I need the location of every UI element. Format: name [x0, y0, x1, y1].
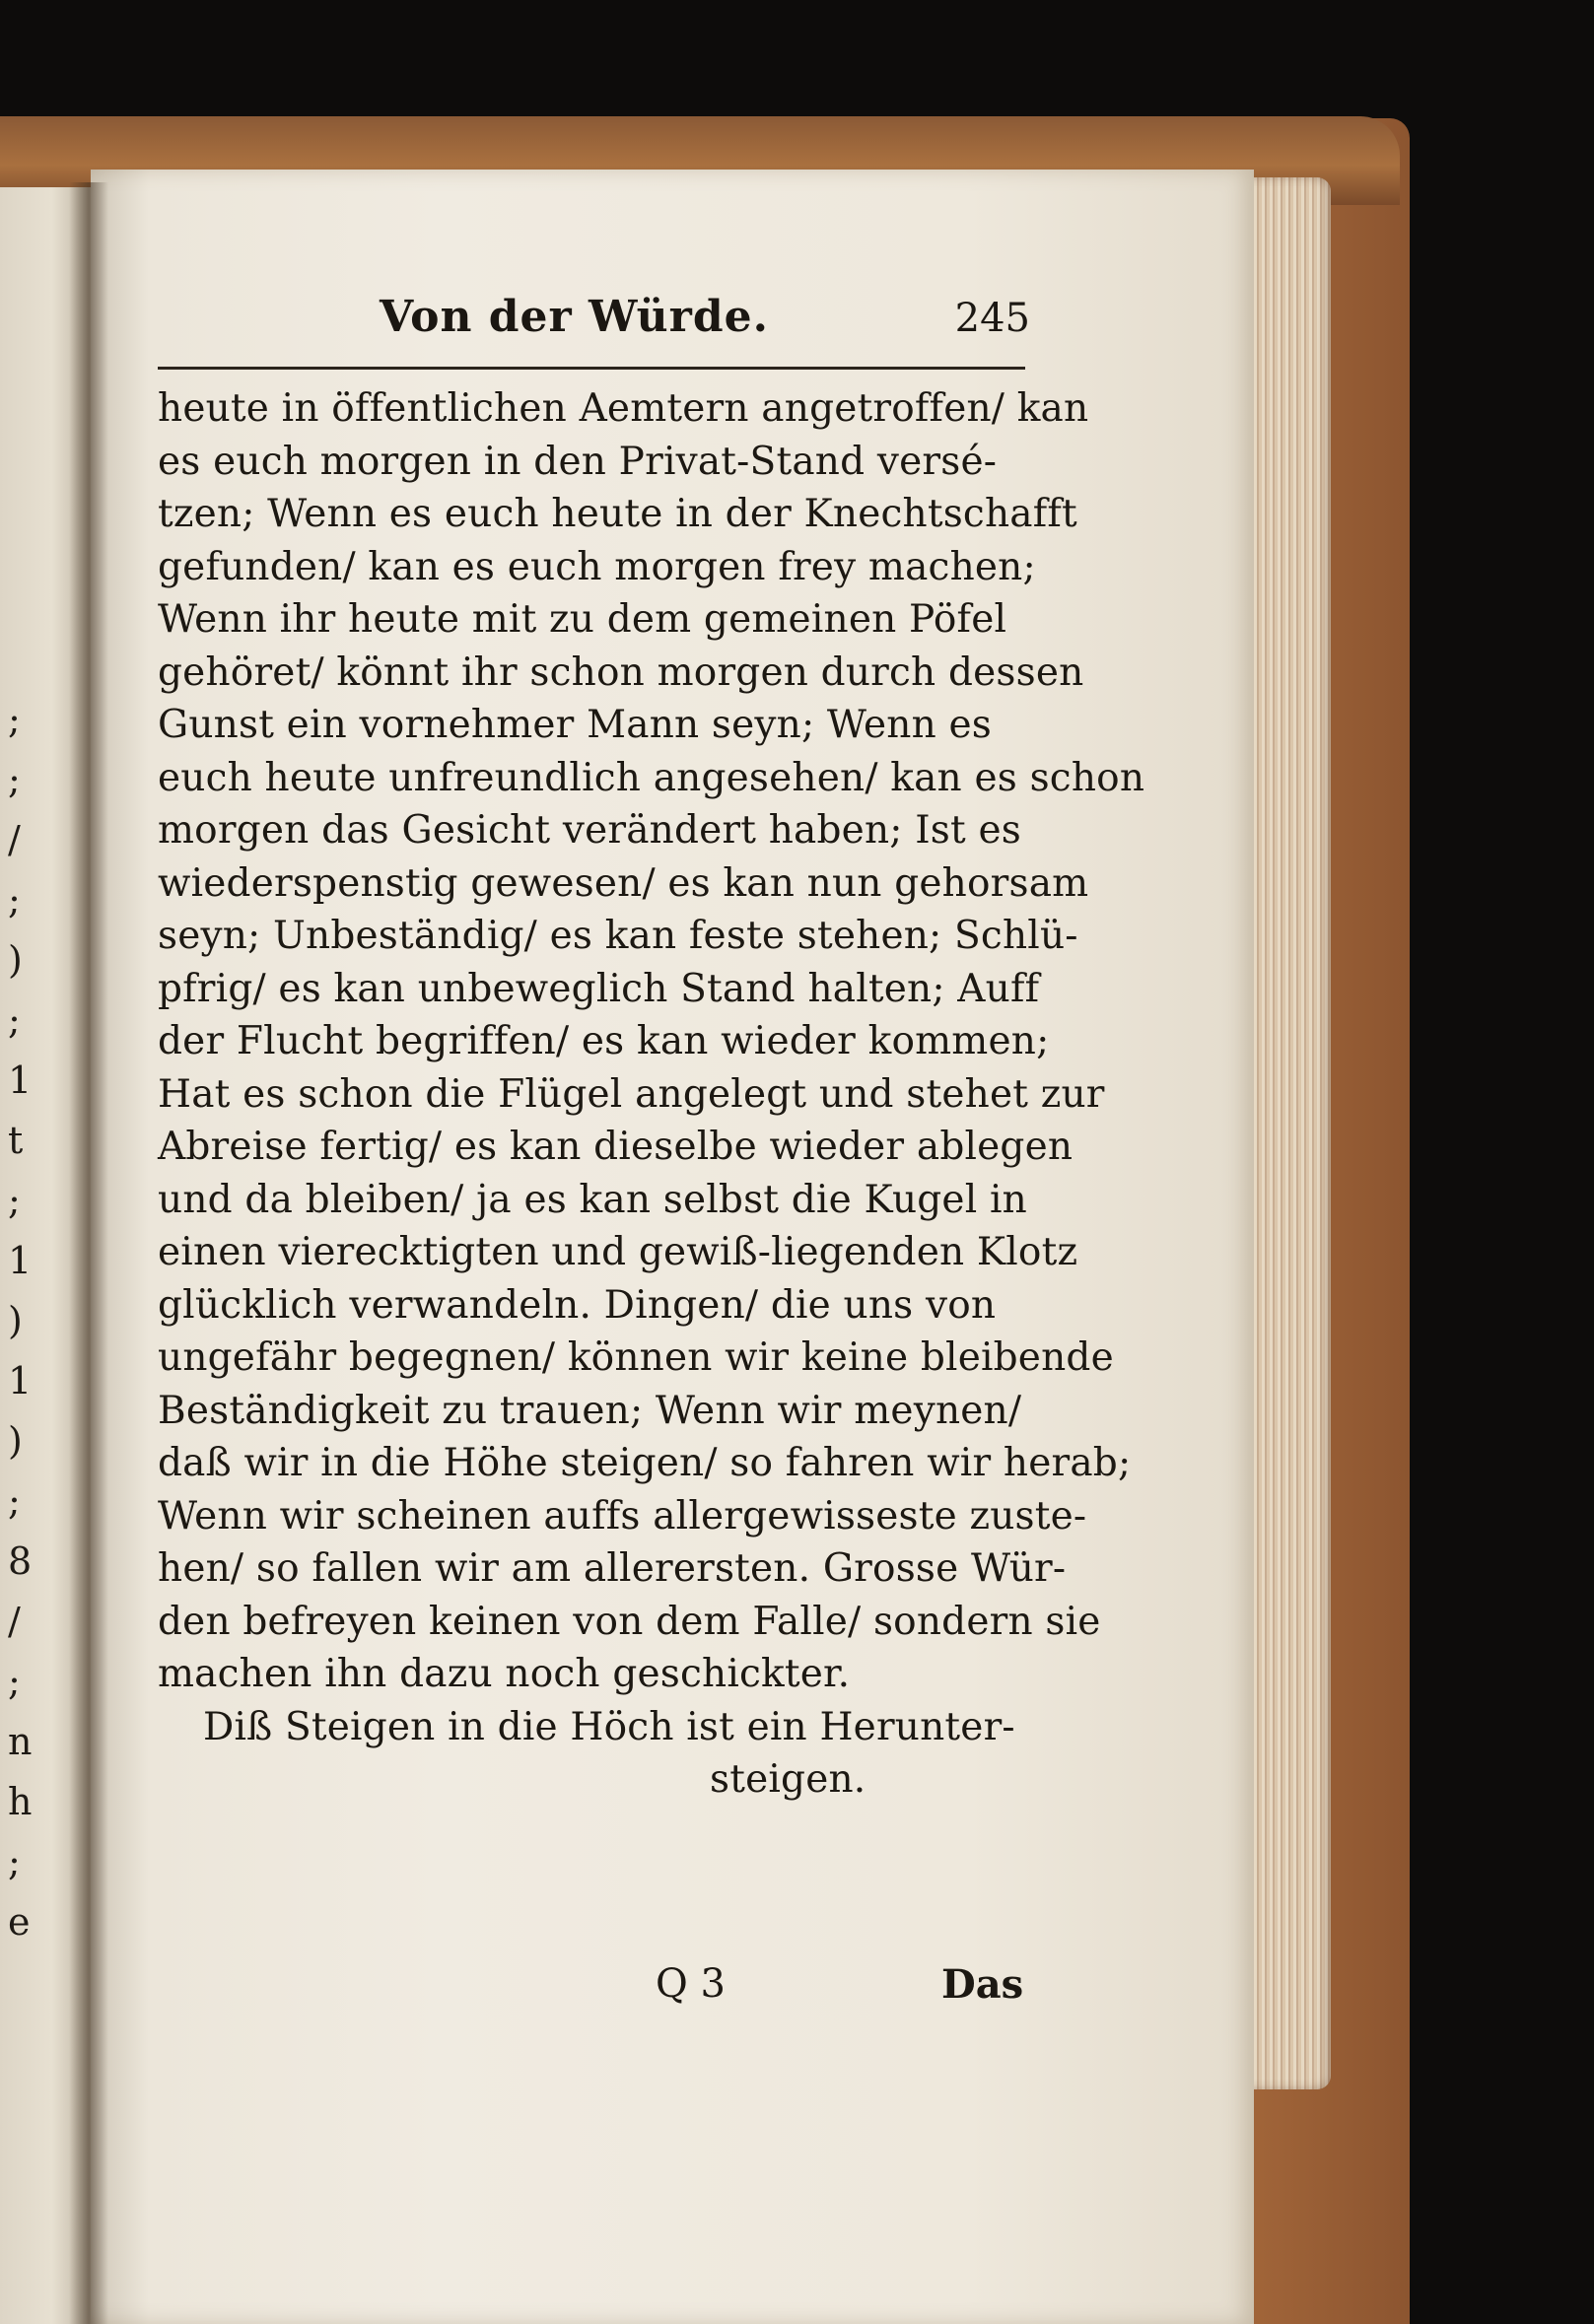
text-line: es euch morgen in den Privat-Stand versé- — [158, 439, 998, 484]
text-line: den befreyen keinen von dem Falle/ sondern sie — [158, 1599, 1101, 1644]
text-line: ungefähr begegnen/ können wir keine bleibende — [158, 1335, 1114, 1380]
page-number: 245 — [954, 296, 1030, 341]
running-head — [380, 292, 1089, 361]
catchword: Das — [941, 1961, 1024, 2008]
book-gutter — [69, 182, 108, 2324]
text-line: und da bleiben/ ja es kan selbst die Kugel in — [158, 1177, 1027, 1222]
text-line: Wenn ihr heute mit zu dem gemeinen Pöfel — [158, 597, 1007, 642]
text-line: Hat es schon die Flügel angelegt und stehet zur — [158, 1071, 1105, 1117]
text-line: hen/ so fallen wir am allerersten. Grosse Wür- — [158, 1546, 1067, 1591]
text-line: Abreise fertig/ es kan dieselbe wieder ablegen — [158, 1125, 1074, 1169]
text-line: gefunden/ kan es euch morgen frey machen; — [158, 544, 1036, 589]
text-line: daß wir in die Höhe steigen/ so fahren wir herab; — [158, 1441, 1132, 1485]
text-line: wiederspenstig gewesen/ es kan nun gehorsam — [158, 860, 1089, 906]
text-line: der Flucht begriffen/ es kan wieder kommen; — [158, 1019, 1050, 1063]
running-head-title: Von der Würde. — [380, 292, 769, 342]
text-line: morgen das Gesicht verändert haben; Ist es — [158, 808, 1021, 853]
text-line: gehöret/ könnt ihr schon morgen durch dessen — [158, 649, 1084, 695]
text-line: seyn; Unbeständig/ es kan feste stehen; Schlü- — [158, 914, 1078, 958]
signature-mark: Q 3 — [656, 1961, 726, 2007]
text-line: glücklich verwandeln. Dingen/ die uns von — [158, 1282, 997, 1328]
left-page-margin-fragments: ; ; / ; ) ; 1 t ; 1 ) 1 ) ; 8 / ; n h ; e — [8, 698, 33, 1944]
text-line: euch heute unfreundlich angesehen/ kan es schon — [158, 755, 1145, 800]
text-line: Wenn wir scheinen auffs allergewisseste zuste- — [158, 1493, 1087, 1538]
text-line: heute in öffentlichen Aemtern angetroffen/ kan — [158, 386, 1089, 431]
text-line: einen vierecktigten und gewiß-liegenden Klotz — [158, 1230, 1078, 1274]
head-rule — [158, 367, 1025, 370]
body-text — [158, 382, 1145, 1807]
text-line: tzen; Wenn es euch heute in der Knechtschafft — [158, 492, 1077, 536]
text-line: pfrig/ es kan unbeweglich Stand halten; Auff — [158, 966, 1040, 1011]
text-line: machen ihn dazu noch geschickter. — [158, 1652, 851, 1696]
text-line: Beständigkeit zu trauen; Wenn wir meynen/ — [158, 1388, 1022, 1433]
text-line: Gunst ein vornehmer Mann seyn; Wenn es — [158, 703, 993, 747]
verse-tail: steigen. — [710, 1757, 866, 1802]
verse-line: Diß Steigen in die Höch ist ein Herunter- — [203, 1704, 1015, 1749]
